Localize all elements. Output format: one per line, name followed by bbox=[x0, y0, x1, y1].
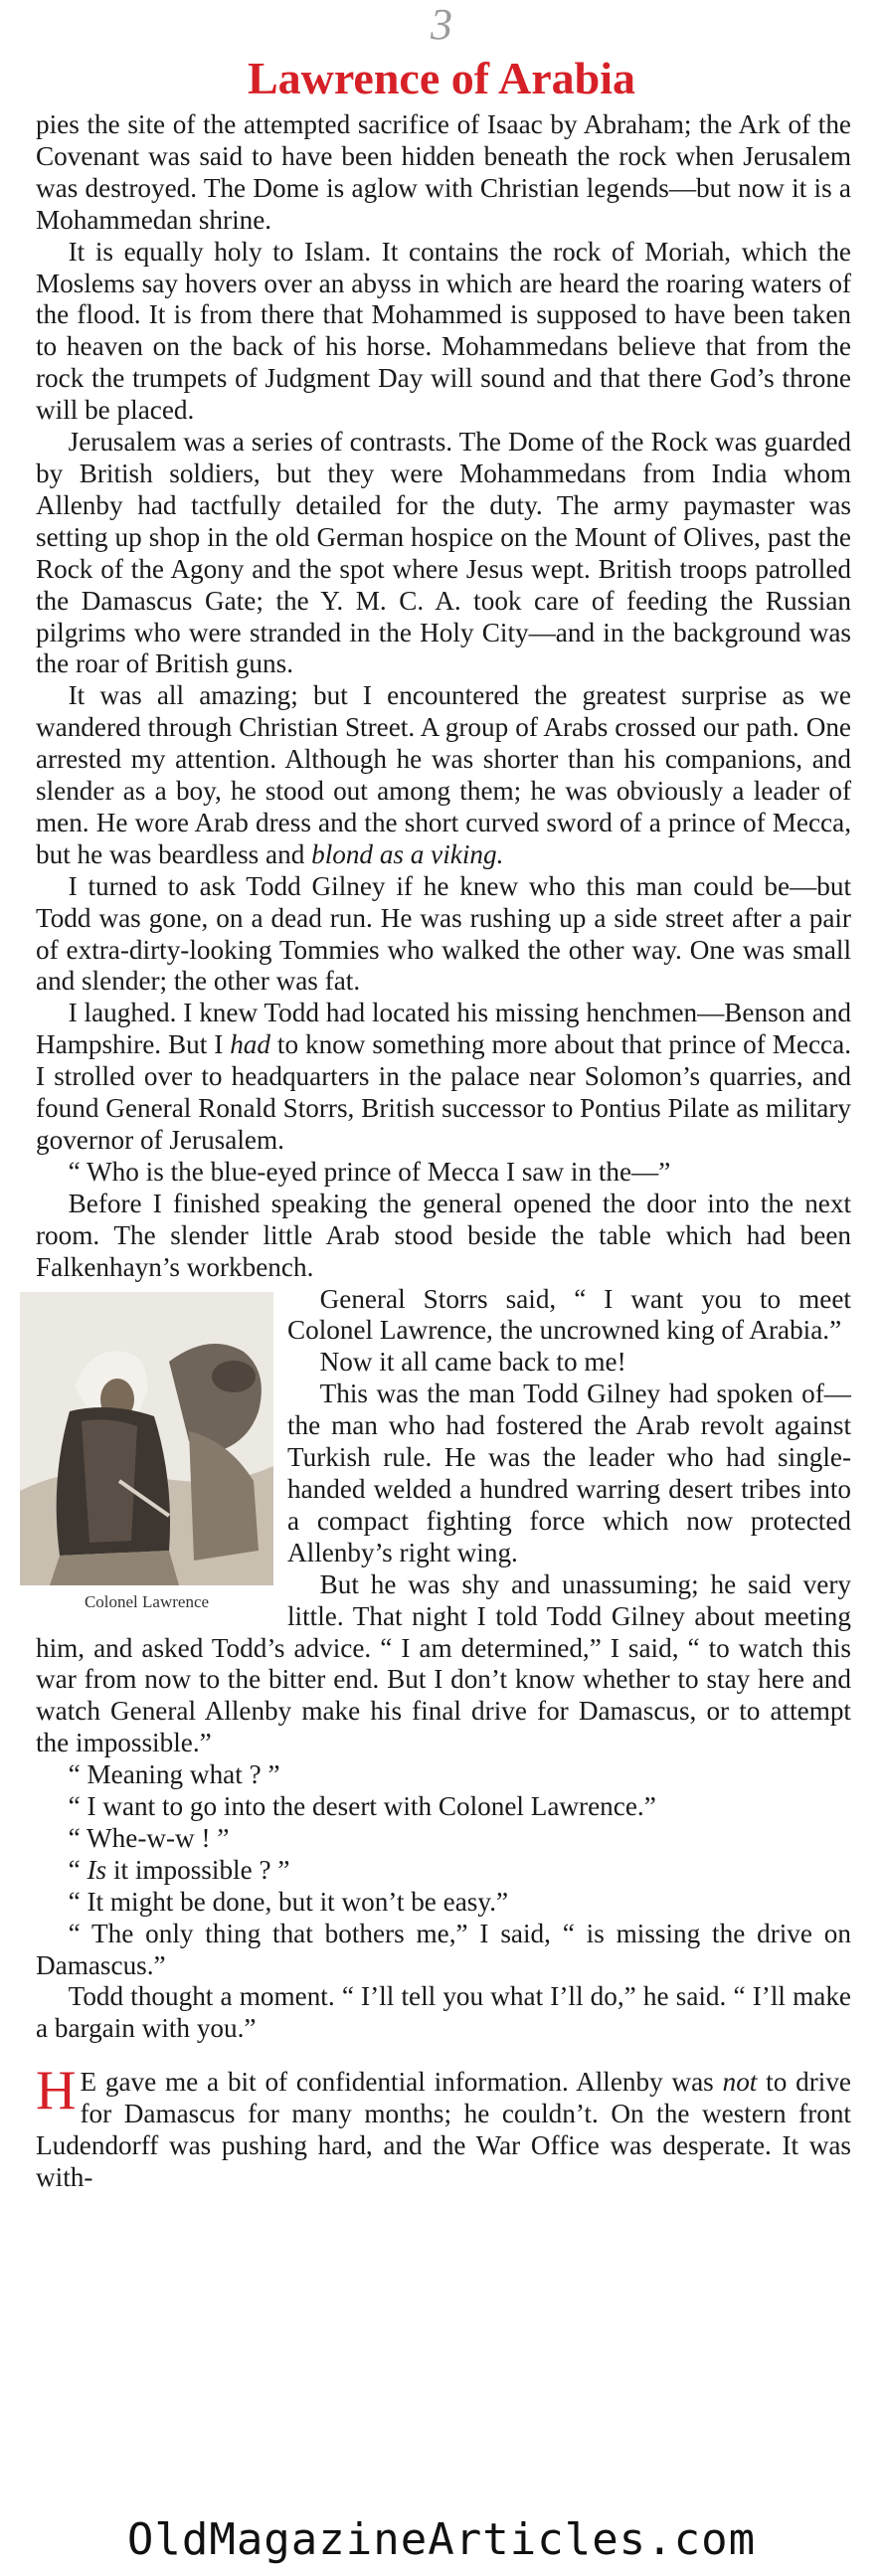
text-run: E gave me a bit of confidential information. Allenby was bbox=[80, 2067, 723, 2098]
colonel-lawrence-photo bbox=[20, 1292, 273, 1585]
page-number: 3 bbox=[431, 0, 452, 49]
photo-caption: Colonel Lawrence bbox=[84, 1591, 210, 1611]
article-title: Lawrence of Arabia bbox=[247, 53, 636, 103]
article-body bbox=[36, 109, 851, 2194]
site-footer: OldMagazineArticles.com bbox=[126, 2514, 757, 2565]
emphasis: blond as a viking. bbox=[311, 838, 504, 869]
portrait-illustration bbox=[20, 1292, 273, 1585]
text-run: It was all amazing; but I encountered the greatest surprise as we wandered through Christian Street. A group of Arabs crossed our path. One arrested my attention. Although he was shorter than his companions, and slender as a boy, he stood out among them; he was obviously a leader of men. He wore Arab dress and the short curved sword of a prince of Mecca, but he was beardless and bbox=[36, 680, 851, 869]
text-run: “ bbox=[68, 1854, 88, 1885]
paragraph: Now it all came back to me! bbox=[319, 1347, 626, 1378]
paragraph: It is equally holy to Islam. It contains the rock of Moriah, which the Moslems say hovers over an abyss in which are heard the roaring waters of the flood. It is from there that Mohammed is supposed to have been taken to heaven on the back of his horse. Mohammedans believe that from the rock the trumpets of Judgment Day will sound and that there God’s throne will be placed. bbox=[36, 236, 851, 426]
text-run: to know something more about that prince of Mecca. I strolled over to headquarters in the palace near Solomon’s quarries, and found General Ronald Storrs, British successor to Pontius Pilate as military governor of Jerusalem. bbox=[36, 1029, 851, 1155]
text-run: I laughed. I knew Todd had located his missing henchmen—Benson and Hampshire. But I bbox=[36, 998, 851, 1060]
paragraph: “ Meaning what ? ” bbox=[68, 1759, 280, 1790]
paragraph: “ Who is the blue-eyed prince of Mecca I saw in the—” bbox=[68, 1156, 671, 1187]
paragraph: Before I finished speaking the general opened the door into the next room. The slender little Arab stood beside the table which had been Falkenhayn’s workbench. bbox=[36, 1188, 851, 1282]
paragraph: pies the site of the attempted sacrifice of Isaac by Abraham; the Ark of the Covenant was said to have been hidden beneath the rock when Jerusalem was destroyed. The Dome is aglow with Christian legends—but now it is a Mohammedan shrine. bbox=[36, 109, 851, 235]
emphasis: Is bbox=[87, 1854, 107, 1885]
paragraph: “ Whe-w-w ! ” bbox=[68, 1822, 230, 1853]
paragraph: But he was shy and unassuming; he said very little. That night I told Todd Gilney about meeting him, and asked Todd’s advice. “ I am determined,” I said, “ to watch this war from now to the bitter end. But I don’t know whether to stay here and watch General Allenby make his final drive for Damascus, or to attempt the impossible.” bbox=[36, 1568, 851, 1758]
paragraph bbox=[36, 1855, 851, 1887]
paragraph: “ I want to go into the desert with Colonel Lawrence.” bbox=[68, 1791, 656, 1822]
paragraph bbox=[36, 2060, 851, 2194]
paragraph: Jerusalem was a series of contrasts. The Dome of the Rock was guarded by British soldiers, but they were Mohammedans from India whom Allenby had tactfully detailed for the duty. The army paymaster was setting up shop in the old German hospice on the Mount of Olives, past the Rock of the Agony and the spot where Jesus wept. British troops patrolled the Damascus Gate; the Y. M. C. A. took care of feeding the Russian pilgrims who were stranded in the Holy City—and in the background was the roar of British guns. bbox=[36, 427, 851, 679]
paragraph: General Storrs said, “ I want you to meet Colonel Lawrence, the uncrowned king of Arabia.” bbox=[287, 1283, 851, 1346]
text-run: to drive for Damascus for many months; he couldn’t. On the western front Ludendorff was pushing hard, and the War Office was desperate. It was with- bbox=[36, 2067, 851, 2192]
paragraph: I turned to ask Todd Gilney if he knew who this man could be—but Todd was gone, on a dead run. He was rushing up a side street after a pair of extra-dirty-looking Tommies who walked the other way. One was small and slender; the other was fat. bbox=[36, 870, 851, 997]
photo-figure bbox=[20, 1292, 273, 1615]
paragraph bbox=[36, 680, 851, 870]
paragraph: “ It might be done, but it won’t be easy.” bbox=[68, 1886, 509, 1917]
drop-cap: H bbox=[36, 2060, 77, 2122]
emphasis: had bbox=[230, 1029, 270, 1060]
emphasis: not bbox=[722, 2067, 758, 2098]
paragraph bbox=[36, 998, 851, 1157]
paragraph: “ The only thing that bothers me,” I said, “ is missing the drive on Damascus.” bbox=[36, 1918, 851, 1980]
section-break bbox=[36, 2045, 851, 2067]
text-run: it impossible ? ” bbox=[106, 1854, 290, 1885]
paragraph: This was the man Todd Gilney had spoken of—the man who had fostered the Arab revolt against Turkish rule. He was the leader who had single-handed welded a hundred warring desert tribes into a compact fighting force which now protected Allenby’s right wing. bbox=[287, 1379, 851, 1567]
paragraph: Todd thought a moment. “ I’ll tell you what I’ll do,” he said. “ I’ll make a bargain with you.” bbox=[36, 1981, 851, 2044]
